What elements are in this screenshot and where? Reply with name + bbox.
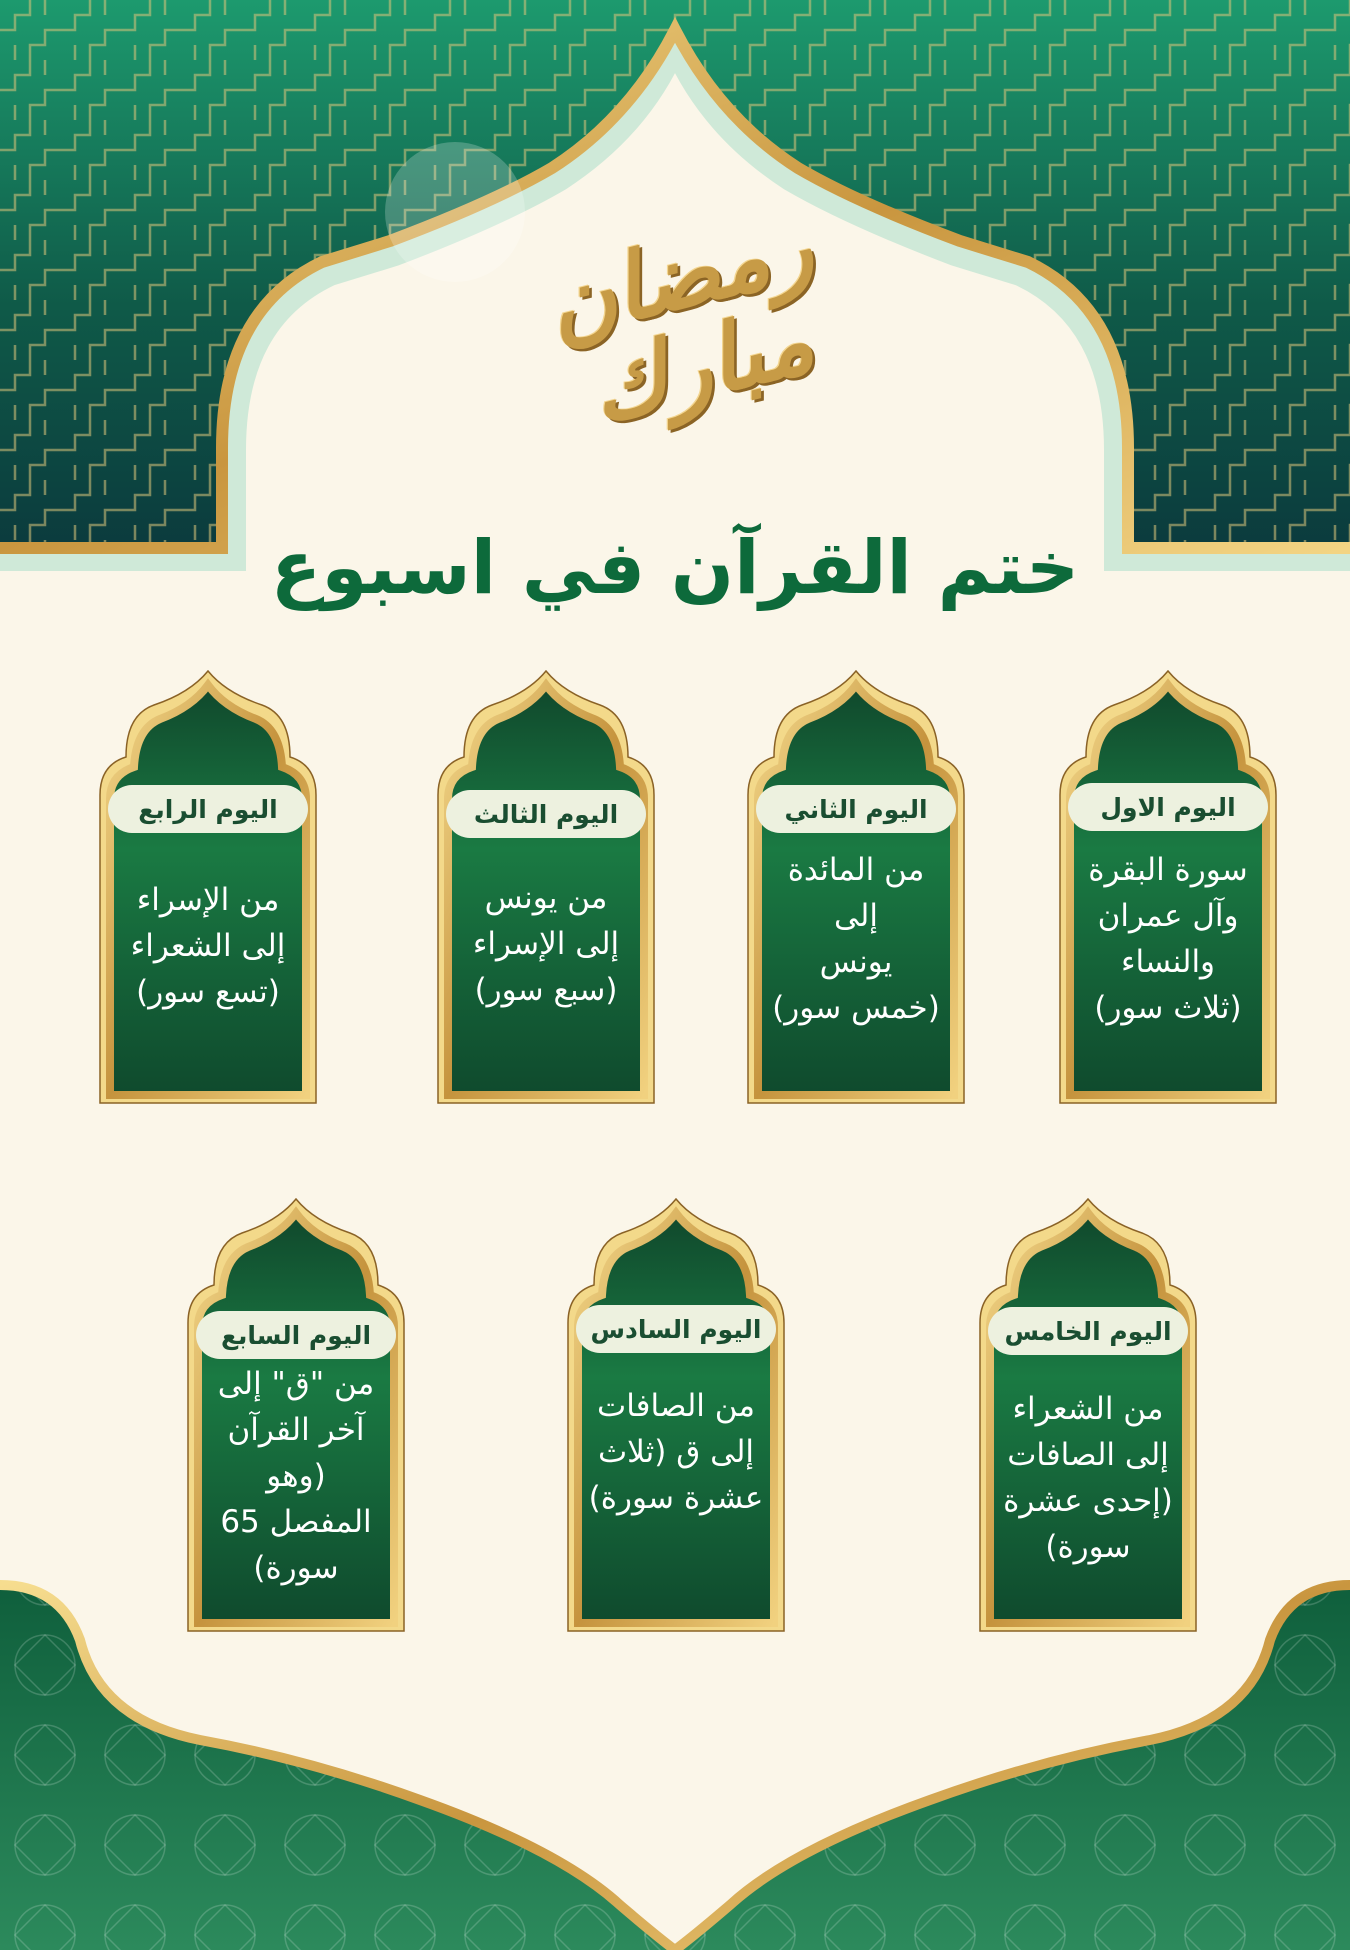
day-card-5 bbox=[970, 1193, 1206, 1643]
day-label: اليوم السادس bbox=[576, 1305, 776, 1353]
day-content: من الإسراء إلى الشعراء (تسع سور) bbox=[130, 882, 286, 1010]
day-card-3 bbox=[428, 665, 664, 1115]
day-content: من "ق" إلى آخر القرآن (وهو المفصل 65 سورة) bbox=[217, 1366, 375, 1586]
day-card-7 bbox=[178, 1193, 414, 1643]
day-content: من يونس إلى الإسراء (سبع سور) bbox=[472, 880, 620, 1008]
day-content: من الصافات إلى ق (ثلاث عشرة سورة) bbox=[588, 1388, 764, 1516]
day-card-4 bbox=[90, 665, 326, 1115]
day-label: اليوم الثاني bbox=[756, 785, 956, 833]
day-content: سورة البقرة وآل عمران والنساء (ثلاث سور) bbox=[1088, 852, 1248, 1026]
day-label: اليوم الاول bbox=[1068, 783, 1268, 831]
ramadan-calligraphy: رمضان مبارك bbox=[535, 190, 824, 445]
day-label: اليوم الرابع bbox=[108, 785, 308, 833]
day-label: اليوم السابع bbox=[196, 1311, 396, 1359]
day-content: من الشعراء إلى الصافات (إحدى عشرة سورة) bbox=[1003, 1391, 1173, 1565]
poster-title: ختم القرآن في اسبوع bbox=[270, 525, 1080, 611]
day-label: اليوم الخامس bbox=[988, 1307, 1188, 1355]
day-label: اليوم الثالث bbox=[446, 790, 646, 838]
day-card-1 bbox=[1050, 665, 1286, 1115]
day-content: من المائدة إلى يونس (خمس سور) bbox=[772, 852, 940, 1026]
day-card-2 bbox=[738, 665, 974, 1115]
day-card-6 bbox=[558, 1193, 794, 1643]
